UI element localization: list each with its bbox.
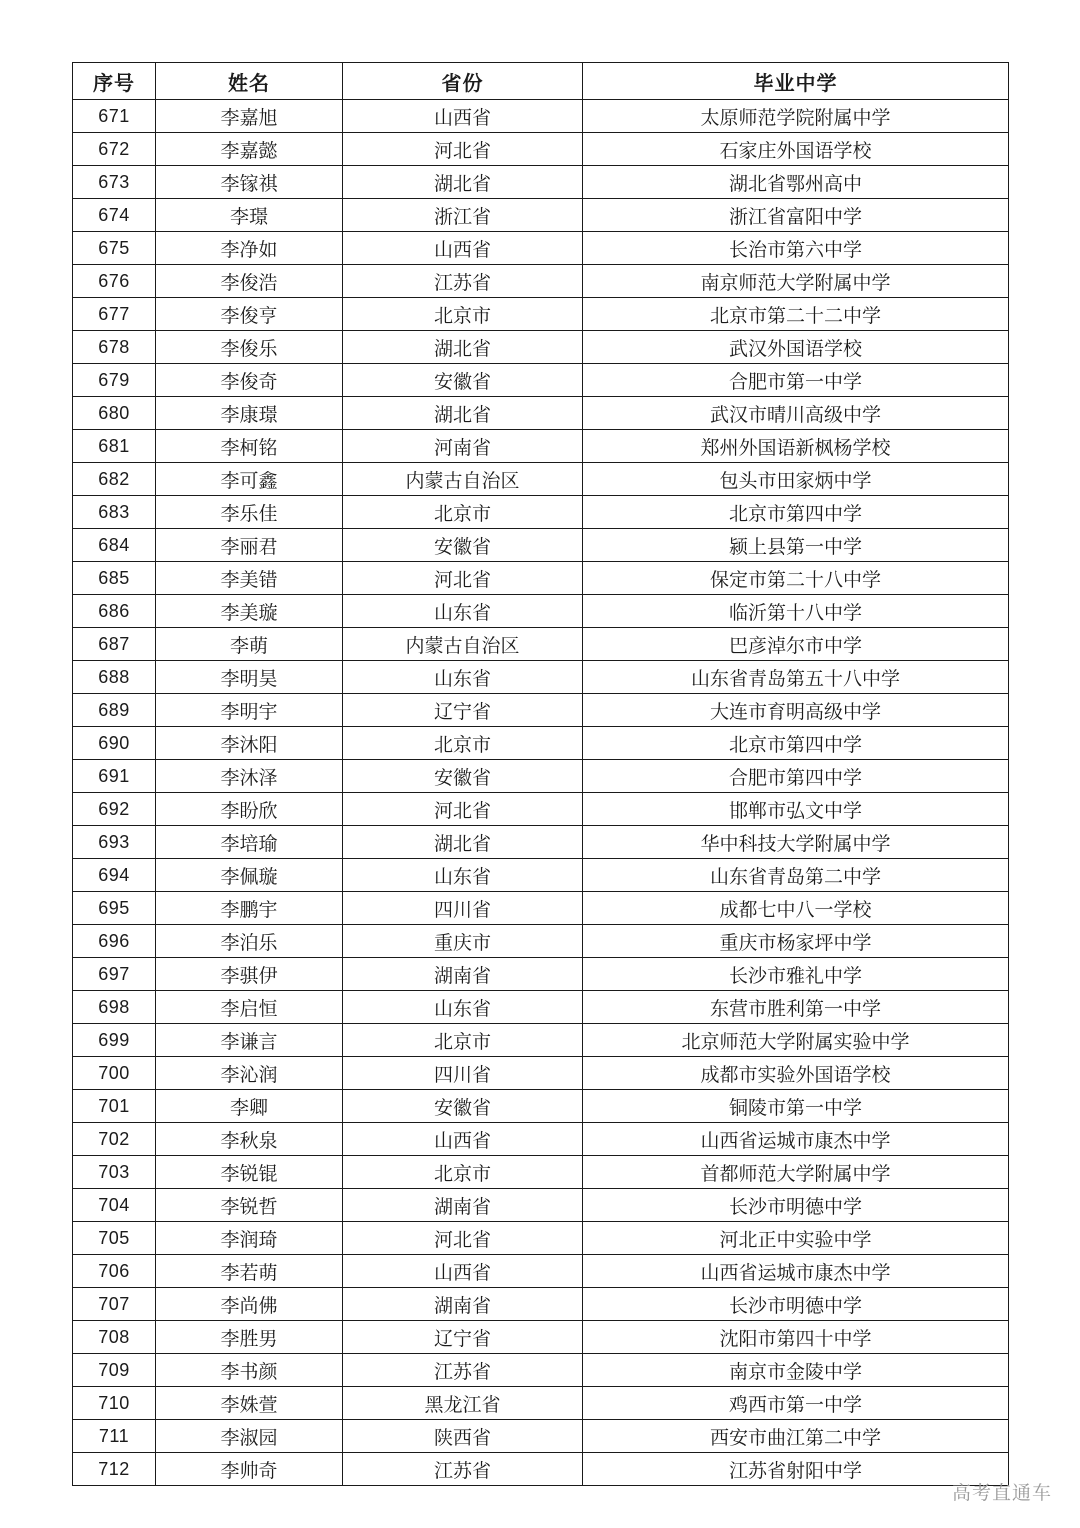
cell-school: 沈阳市第四十中学	[583, 1321, 1009, 1354]
table-row	[73, 496, 1009, 529]
table-row	[73, 826, 1009, 859]
cell-province: 湖北省	[343, 166, 583, 199]
cell-index: 676	[73, 265, 156, 298]
cell-index: 679	[73, 364, 156, 397]
cell-province: 安徽省	[343, 529, 583, 562]
cell-index: 688	[73, 661, 156, 694]
cell-province: 湖南省	[343, 958, 583, 991]
cell-index: 695	[73, 892, 156, 925]
cell-province: 湖南省	[343, 1288, 583, 1321]
cell-name: 李书颜	[156, 1354, 343, 1387]
cell-index: 706	[73, 1255, 156, 1288]
table-header-row	[73, 63, 1009, 100]
cell-name: 李璟	[156, 199, 343, 232]
table-row	[73, 1024, 1009, 1057]
table-row	[73, 661, 1009, 694]
cell-school: 颍上县第一中学	[583, 529, 1009, 562]
cell-school: 太原师范学院附属中学	[583, 100, 1009, 133]
cell-school: 临沂第十八中学	[583, 595, 1009, 628]
cell-name: 李若萌	[156, 1255, 343, 1288]
cell-index: 710	[73, 1387, 156, 1420]
cell-name: 李嘉懿	[156, 133, 343, 166]
cell-index: 712	[73, 1453, 156, 1486]
cell-index: 685	[73, 562, 156, 595]
cell-name: 李姝萱	[156, 1387, 343, 1420]
table-row	[73, 529, 1009, 562]
cell-name: 李沁润	[156, 1057, 343, 1090]
table-row	[73, 265, 1009, 298]
cell-name: 李盼欣	[156, 793, 343, 826]
table-row	[73, 166, 1009, 199]
cell-name: 李康璟	[156, 397, 343, 430]
cell-index: 694	[73, 859, 156, 892]
table-row	[73, 199, 1009, 232]
table-row	[73, 364, 1009, 397]
cell-school: 江苏省射阳中学	[583, 1453, 1009, 1486]
table-row	[73, 430, 1009, 463]
cell-province: 山西省	[343, 100, 583, 133]
cell-name: 李秋泉	[156, 1123, 343, 1156]
cell-name: 李美璇	[156, 595, 343, 628]
cell-index: 672	[73, 133, 156, 166]
table-row	[73, 1057, 1009, 1090]
cell-name: 李骐伊	[156, 958, 343, 991]
cell-index: 686	[73, 595, 156, 628]
cell-school: 西安市曲江第二中学	[583, 1420, 1009, 1453]
cell-name: 李明宇	[156, 694, 343, 727]
cell-name: 李锐哲	[156, 1189, 343, 1222]
cell-index: 709	[73, 1354, 156, 1387]
cell-index: 673	[73, 166, 156, 199]
table-row	[73, 595, 1009, 628]
cell-name: 李可鑫	[156, 463, 343, 496]
cell-index: 699	[73, 1024, 156, 1057]
table-row	[73, 859, 1009, 892]
cell-name: 李俊浩	[156, 265, 343, 298]
cell-province: 湖北省	[343, 331, 583, 364]
cell-name: 李净如	[156, 232, 343, 265]
cell-name: 李淑园	[156, 1420, 343, 1453]
cell-school: 东营市胜利第一中学	[583, 991, 1009, 1024]
cell-index: 692	[73, 793, 156, 826]
cell-school: 成都七中八一学校	[583, 892, 1009, 925]
cell-index: 690	[73, 727, 156, 760]
cell-name: 李沐泽	[156, 760, 343, 793]
table-row	[73, 1453, 1009, 1486]
cell-name: 李丽君	[156, 529, 343, 562]
cell-province: 辽宁省	[343, 694, 583, 727]
cell-province: 北京市	[343, 298, 583, 331]
cell-index: 704	[73, 1189, 156, 1222]
cell-name: 李乐佳	[156, 496, 343, 529]
cell-index: 681	[73, 430, 156, 463]
table-row	[73, 1387, 1009, 1420]
table-row	[73, 1090, 1009, 1123]
cell-name: 李俊亨	[156, 298, 343, 331]
cell-school: 南京师范大学附属中学	[583, 265, 1009, 298]
cell-name: 李萌	[156, 628, 343, 661]
table-row	[73, 727, 1009, 760]
cell-province: 四川省	[343, 892, 583, 925]
cell-province: 山东省	[343, 661, 583, 694]
table-row	[73, 1156, 1009, 1189]
cell-school: 山东省青岛第五十八中学	[583, 661, 1009, 694]
cell-province: 安徽省	[343, 760, 583, 793]
cell-index: 675	[73, 232, 156, 265]
cell-school: 河北正中实验中学	[583, 1222, 1009, 1255]
cell-school: 大连市育明高级中学	[583, 694, 1009, 727]
cell-index: 689	[73, 694, 156, 727]
cell-index: 687	[73, 628, 156, 661]
cell-province: 山西省	[343, 1255, 583, 1288]
cell-index: 708	[73, 1321, 156, 1354]
cell-index: 697	[73, 958, 156, 991]
cell-school: 北京市第四中学	[583, 727, 1009, 760]
cell-province: 河北省	[343, 1222, 583, 1255]
table-row	[73, 100, 1009, 133]
cell-province: 浙江省	[343, 199, 583, 232]
cell-province: 四川省	[343, 1057, 583, 1090]
cell-school: 山西省运城市康杰中学	[583, 1255, 1009, 1288]
cell-school: 首都师范大学附属中学	[583, 1156, 1009, 1189]
cell-school: 石家庄外国语学校	[583, 133, 1009, 166]
table-row	[73, 1288, 1009, 1321]
cell-province: 河北省	[343, 133, 583, 166]
cell-name: 李鹏宇	[156, 892, 343, 925]
cell-index: 700	[73, 1057, 156, 1090]
cell-school: 浙江省富阳中学	[583, 199, 1009, 232]
table-row	[73, 1222, 1009, 1255]
cell-index: 680	[73, 397, 156, 430]
cell-name: 李俊乐	[156, 331, 343, 364]
cell-index: 701	[73, 1090, 156, 1123]
cell-index: 711	[73, 1420, 156, 1453]
cell-name: 李明昊	[156, 661, 343, 694]
cell-province: 湖北省	[343, 397, 583, 430]
cell-province: 湖南省	[343, 1189, 583, 1222]
cell-province: 安徽省	[343, 364, 583, 397]
table-row	[73, 925, 1009, 958]
cell-province: 山东省	[343, 991, 583, 1024]
cell-school: 巴彦淖尔市中学	[583, 628, 1009, 661]
table-row	[73, 331, 1009, 364]
cell-name: 李镓祺	[156, 166, 343, 199]
table-row	[73, 562, 1009, 595]
table-row	[73, 793, 1009, 826]
cell-school: 武汉市晴川高级中学	[583, 397, 1009, 430]
cell-index: 691	[73, 760, 156, 793]
watermark: 高考直通车	[951, 1483, 1052, 1504]
cell-school: 山东省青岛第二中学	[583, 859, 1009, 892]
table-row	[73, 760, 1009, 793]
table-row	[73, 1354, 1009, 1387]
column-header-school: 毕业中学	[583, 63, 1009, 100]
cell-index: 677	[73, 298, 156, 331]
cell-school: 铜陵市第一中学	[583, 1090, 1009, 1123]
cell-school: 华中科技大学附属中学	[583, 826, 1009, 859]
cell-province: 湖北省	[343, 826, 583, 859]
cell-school: 长沙市雅礼中学	[583, 958, 1009, 991]
cell-province: 河北省	[343, 793, 583, 826]
cell-index: 696	[73, 925, 156, 958]
roster-table-container	[72, 62, 1008, 1486]
cell-name: 李帅奇	[156, 1453, 343, 1486]
cell-name: 李谦言	[156, 1024, 343, 1057]
table-row	[73, 133, 1009, 166]
cell-school: 武汉外国语学校	[583, 331, 1009, 364]
cell-name: 李美错	[156, 562, 343, 595]
cell-school: 邯郸市弘文中学	[583, 793, 1009, 826]
table-row	[73, 1255, 1009, 1288]
cell-province: 山西省	[343, 1123, 583, 1156]
cell-index: 698	[73, 991, 156, 1024]
table-row	[73, 892, 1009, 925]
cell-province: 北京市	[343, 1024, 583, 1057]
cell-index: 705	[73, 1222, 156, 1255]
cell-province: 山东省	[343, 595, 583, 628]
cell-school: 长沙市明德中学	[583, 1189, 1009, 1222]
table-row	[73, 1189, 1009, 1222]
table-row	[73, 1321, 1009, 1354]
table-row	[73, 958, 1009, 991]
cell-province: 江苏省	[343, 265, 583, 298]
cell-name: 李嘉旭	[156, 100, 343, 133]
cell-school: 北京市第四中学	[583, 496, 1009, 529]
table-row	[73, 628, 1009, 661]
cell-name: 李胜男	[156, 1321, 343, 1354]
cell-name: 李启恒	[156, 991, 343, 1024]
cell-province: 陕西省	[343, 1420, 583, 1453]
cell-name: 李佩璇	[156, 859, 343, 892]
table-row	[73, 397, 1009, 430]
cell-index: 678	[73, 331, 156, 364]
cell-school: 长治市第六中学	[583, 232, 1009, 265]
cell-province: 山东省	[343, 859, 583, 892]
cell-province: 北京市	[343, 496, 583, 529]
cell-index: 702	[73, 1123, 156, 1156]
cell-province: 北京市	[343, 727, 583, 760]
column-header-name: 姓名	[156, 63, 343, 100]
cell-school: 鸡西市第一中学	[583, 1387, 1009, 1420]
table-row	[73, 1420, 1009, 1453]
cell-province: 北京市	[343, 1156, 583, 1189]
cell-school: 保定市第二十八中学	[583, 562, 1009, 595]
cell-province: 内蒙古自治区	[343, 463, 583, 496]
cell-index: 674	[73, 199, 156, 232]
cell-index: 684	[73, 529, 156, 562]
table-row	[73, 463, 1009, 496]
cell-index: 693	[73, 826, 156, 859]
cell-name: 李沐阳	[156, 727, 343, 760]
table-row	[73, 991, 1009, 1024]
cell-name: 李锐锟	[156, 1156, 343, 1189]
cell-school: 长沙市明德中学	[583, 1288, 1009, 1321]
cell-school: 北京师范大学附属实验中学	[583, 1024, 1009, 1057]
cell-school: 成都市实验外国语学校	[583, 1057, 1009, 1090]
cell-name: 李培瑜	[156, 826, 343, 859]
cell-index: 703	[73, 1156, 156, 1189]
cell-province: 安徽省	[343, 1090, 583, 1123]
cell-index: 683	[73, 496, 156, 529]
cell-province: 江苏省	[343, 1453, 583, 1486]
table-row	[73, 298, 1009, 331]
cell-name: 李柯铭	[156, 430, 343, 463]
cell-province: 河南省	[343, 430, 583, 463]
cell-province: 内蒙古自治区	[343, 628, 583, 661]
cell-school: 北京市第二十二中学	[583, 298, 1009, 331]
cell-province: 江苏省	[343, 1354, 583, 1387]
cell-name: 李润琦	[156, 1222, 343, 1255]
roster-table	[72, 62, 1009, 1486]
cell-school: 包头市田家炳中学	[583, 463, 1009, 496]
cell-school: 重庆市杨家坪中学	[583, 925, 1009, 958]
cell-school: 合肥市第一中学	[583, 364, 1009, 397]
cell-index: 682	[73, 463, 156, 496]
table-row	[73, 1123, 1009, 1156]
cell-school: 合肥市第四中学	[583, 760, 1009, 793]
column-header-province: 省份	[343, 63, 583, 100]
cell-name: 李泊乐	[156, 925, 343, 958]
cell-province: 黑龙江省	[343, 1387, 583, 1420]
cell-province: 重庆市	[343, 925, 583, 958]
cell-school: 山西省运城市康杰中学	[583, 1123, 1009, 1156]
cell-name: 李卿	[156, 1090, 343, 1123]
table-header	[73, 63, 1009, 100]
column-header-index: 序号	[73, 63, 156, 100]
cell-province: 山西省	[343, 232, 583, 265]
cell-name: 李俊奇	[156, 364, 343, 397]
cell-school: 郑州外国语新枫杨学校	[583, 430, 1009, 463]
cell-school: 湖北省鄂州高中	[583, 166, 1009, 199]
table-row	[73, 232, 1009, 265]
cell-school: 南京市金陵中学	[583, 1354, 1009, 1387]
table-row	[73, 694, 1009, 727]
cell-province: 辽宁省	[343, 1321, 583, 1354]
cell-index: 707	[73, 1288, 156, 1321]
table-body	[73, 100, 1009, 1486]
cell-index: 671	[73, 100, 156, 133]
cell-name: 李尚佛	[156, 1288, 343, 1321]
cell-province: 河北省	[343, 562, 583, 595]
